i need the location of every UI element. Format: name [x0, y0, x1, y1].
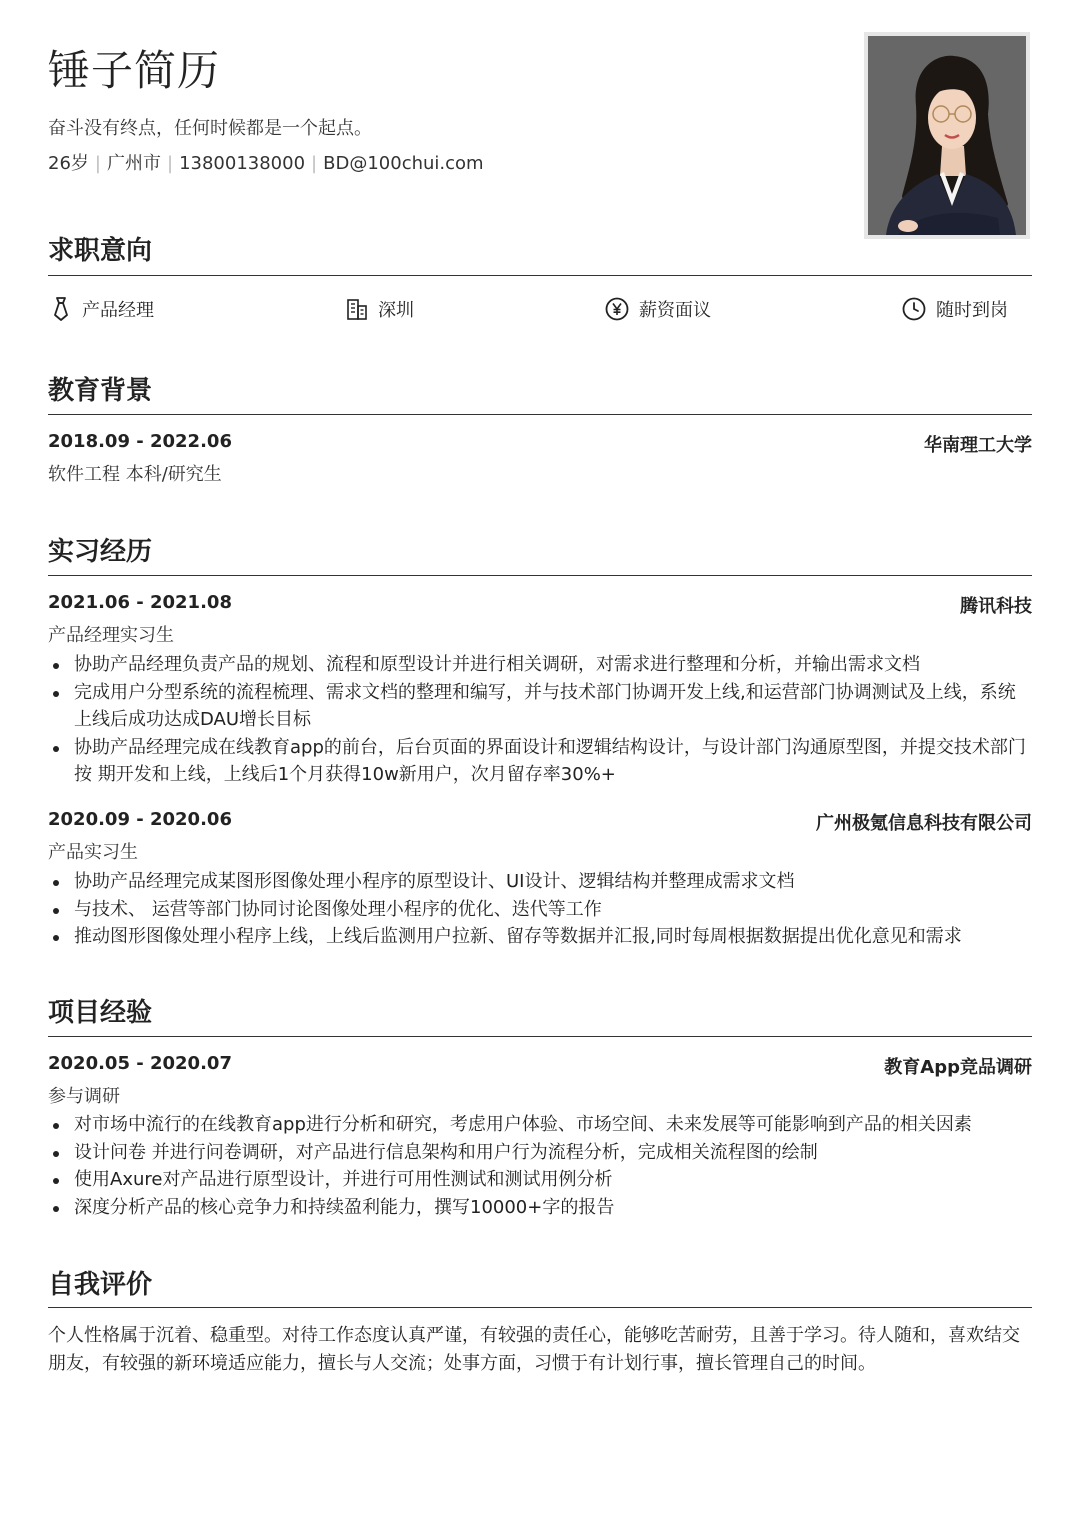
divider: |	[166, 153, 174, 174]
motto: 奋斗没有终点，任何时候都是一个起点。	[48, 118, 372, 139]
divider: |	[94, 153, 101, 174]
list-item: 深度分析产品的核心竞争力和持续盈利能力，撰写10000+字的报告	[48, 1194, 1032, 1222]
section-title-self-evaluation: 自我评价	[48, 1270, 153, 1300]
list-item: 设计问卷 并进行问卷调研，对产品进行信息架构和用户行为流程分析，完成相关流程图的绘制	[48, 1139, 1032, 1167]
education-school: 华南理工大学	[924, 435, 1032, 456]
education-detail: 软件工程 本科/研究生	[48, 464, 222, 485]
intent-position	[50, 296, 154, 322]
tie-icon	[50, 296, 72, 322]
project-name: 教育App竞品调研	[884, 1057, 1032, 1078]
internship-company: 腾讯科技	[960, 596, 1032, 617]
intent-label: 薪资面议	[639, 300, 711, 321]
internship-date: 2020.09 - 2020.06	[48, 809, 232, 830]
list-item: 协助产品经理完成在线教育app的前台，后台页面的界面设计和逻辑结构设计，与设计部门沟通原型图，并提交技术部门按 期开发和上线，上线后1个月获得10w新用户，次月留存率30%+	[48, 734, 1032, 789]
intent-label: 产品经理	[82, 300, 154, 321]
email: BD@100chui.com	[323, 153, 484, 174]
intent-city	[346, 296, 414, 322]
internship-bullets	[48, 868, 1032, 951]
portrait-photo	[868, 36, 1026, 235]
intent-label: 深圳	[378, 300, 414, 321]
internship-company: 广州极氪信息科技有限公司	[816, 813, 1032, 834]
internship-role: 产品实习生	[48, 842, 138, 863]
contact-line	[48, 149, 484, 175]
building-icon	[346, 297, 368, 321]
list-item: 完成用户分型系统的流程梳理、需求文档的整理和编写，并与技术部门协调开发上线,和运营部门协调测试及上线，系统上线后成功达成DAU增长目标	[48, 679, 1032, 734]
section-divider	[48, 1036, 1032, 1037]
profile-photo	[864, 32, 1030, 239]
list-item: 对市场中流行的在线教育app进行分析和研究，考虑用户体验、市场空间、未来发展等可能影响到产品的相关因素	[48, 1111, 1032, 1139]
self-evaluation-text: 个人性格属于沉着、稳重型。对待工作态度认真严谨，有较强的责任心，能够吃苦耐劳，且善于学习。待人随和，喜欢结交朋友，有较强的新环境适应能力，擅长与人交流；处事方面，习惯于有计划行事，擅长管理自己的时间。	[48, 1325, 1020, 1374]
list-item: 推动图形图像处理小程序上线，上线后监测用户拉新、留存等数据并汇报,同时每周根据数据提出优化意见和需求	[48, 923, 1032, 951]
list-item: 协助产品经理完成某图形图像处理小程序的原型设计、UI设计、逻辑结构并整理成需求文档	[48, 868, 1032, 896]
section-divider	[48, 414, 1032, 415]
internship-bullets	[48, 651, 1032, 789]
section-title-internship: 实习经历	[48, 537, 153, 567]
education-date: 2018.09 - 2022.06	[48, 431, 232, 452]
internship-role: 产品经理实习生	[48, 625, 174, 646]
project-role: 参与调研	[48, 1086, 120, 1107]
yen-icon	[605, 297, 629, 321]
age: 26岁	[48, 153, 89, 174]
intent-availability	[902, 296, 1008, 322]
intent-label: 随时到岗	[936, 300, 1008, 321]
section-title-job-intent: 求职意向	[48, 236, 153, 266]
section-title-project: 项目经验	[48, 998, 153, 1028]
city: 广州市	[106, 153, 161, 174]
clock-icon	[902, 297, 926, 321]
divider: |	[311, 153, 318, 174]
project-bullets	[48, 1111, 1032, 1221]
phone: 13800138000	[179, 153, 306, 174]
intent-salary	[605, 296, 711, 322]
list-item: 协助产品经理负责产品的规划、流程和原型设计并进行相关调研，对需求进行整理和分析，并输出需求文档	[48, 651, 1032, 679]
list-item: 使用Axure对产品进行原型设计，并进行可用性测试和测试用例分析	[48, 1166, 1032, 1194]
section-divider	[48, 275, 1032, 276]
section-divider	[48, 1307, 1032, 1308]
section-title-education: 教育背景	[48, 376, 153, 406]
internship-date: 2021.06 - 2021.08	[48, 592, 232, 613]
list-item: 与技术、 运营等部门协同讨论图像处理小程序的优化、迭代等工作	[48, 896, 1032, 924]
resume-name: 锤子简历	[48, 46, 221, 95]
project-date: 2020.05 - 2020.07	[48, 1053, 232, 1074]
section-divider	[48, 575, 1032, 576]
